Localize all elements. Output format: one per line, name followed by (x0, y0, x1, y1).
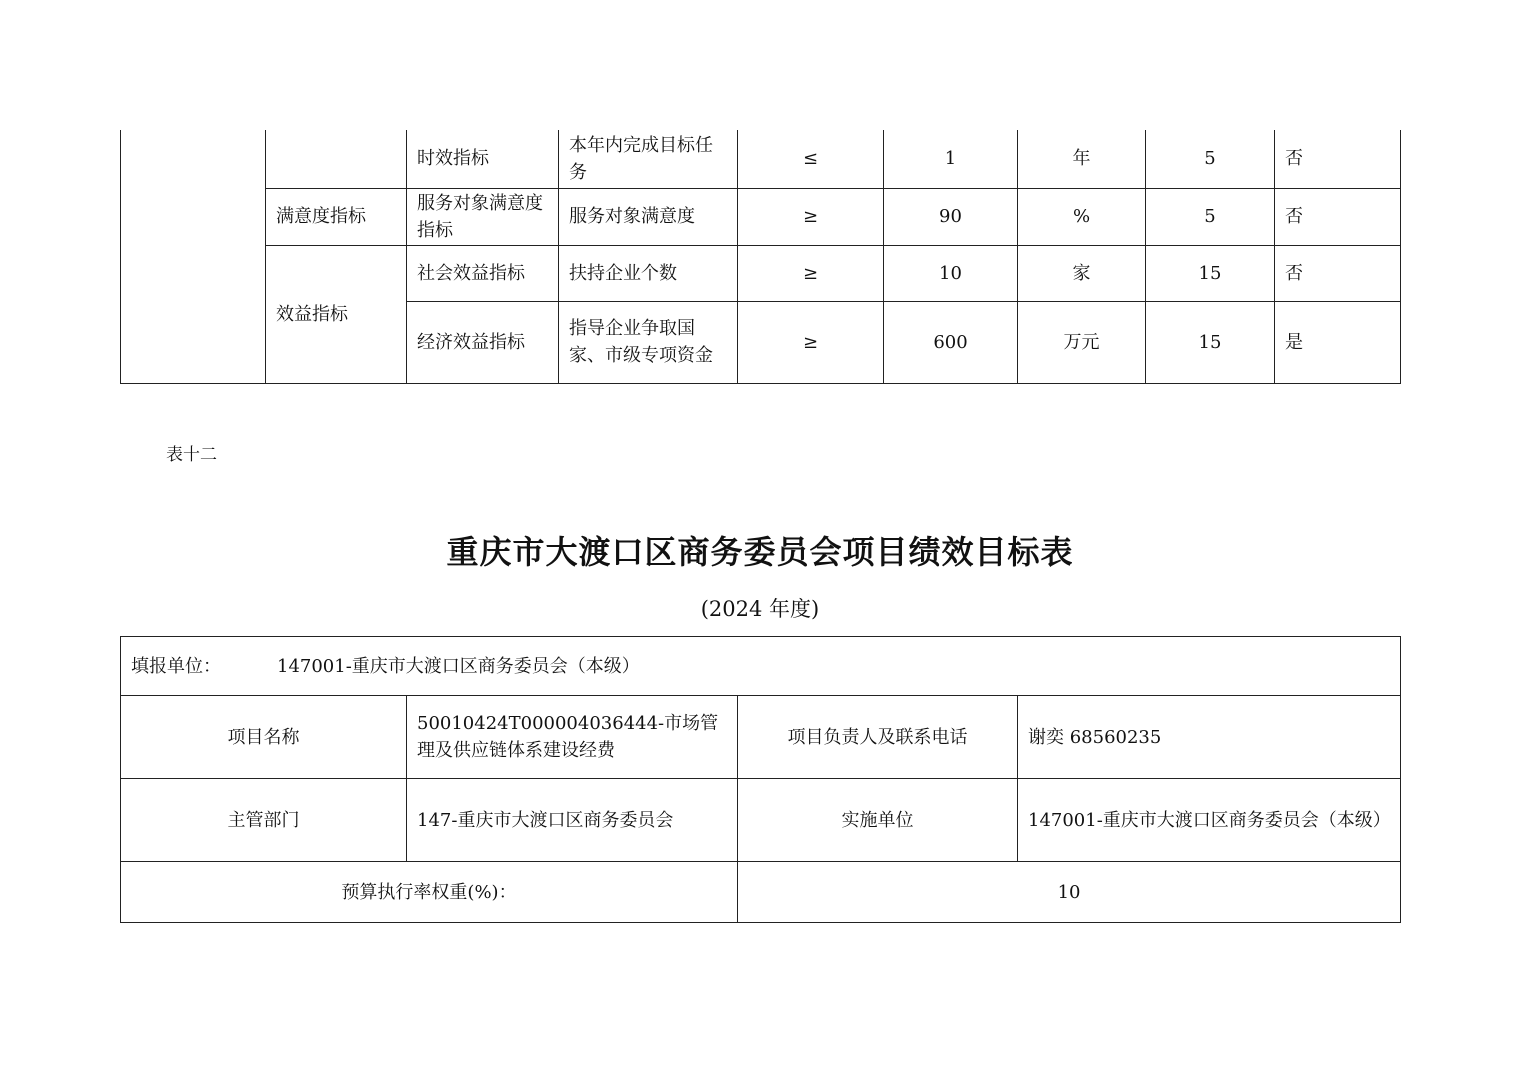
project-name-label: 项目名称 (121, 696, 407, 779)
year-subtitle: (2024 年度) (700, 597, 820, 621)
value-cell: 1 (884, 130, 1018, 188)
table-row (121, 862, 1401, 923)
weight-cell: 5 (1146, 130, 1275, 188)
filler-unit-value: 147001-重庆市大渡口区商务委员会（本级） (277, 655, 640, 677)
level3-cell: 扶持企业个数 (559, 245, 738, 301)
budget-weight-label: 预算执行率权重(%)： (121, 862, 738, 923)
operator-cell: ≥ (738, 301, 884, 383)
weight-cell: 5 (1146, 188, 1275, 245)
table-row (121, 637, 1401, 696)
unit-cell: 年 (1018, 130, 1146, 188)
level3-cell: 本年内完成目标任务 (559, 130, 738, 188)
level1-cell (266, 130, 407, 188)
dept-value: 147-重庆市大渡口区商务委员会 (407, 779, 738, 862)
value-cell: 600 (884, 301, 1018, 383)
level2-cell: 服务对象满意度指标 (407, 188, 559, 245)
core-cell: 否 (1275, 245, 1401, 301)
page-title: 重庆市大渡口区商务委员会项目绩效目标表 (446, 533, 1074, 571)
level0-cell (121, 130, 266, 383)
unit-cell: 家 (1018, 245, 1146, 301)
table-row (121, 245, 1401, 301)
weight-cell: 15 (1146, 245, 1275, 301)
value-cell: 90 (884, 188, 1018, 245)
core-cell: 是 (1275, 301, 1401, 383)
table-row (121, 130, 1401, 188)
weight-cell: 15 (1146, 301, 1275, 383)
contact-label: 项目负责人及联系电话 (738, 696, 1018, 779)
operator-cell: ≥ (738, 188, 884, 245)
value-cell: 10 (884, 245, 1018, 301)
table-row (121, 779, 1401, 862)
table-row (121, 188, 1401, 245)
contact-value: 谢奕 68560235 (1018, 696, 1401, 779)
filler-unit-cell (121, 637, 1401, 696)
operator-cell: ≥ (738, 245, 884, 301)
table-number-label: 表十二 (166, 445, 217, 465)
dept-label: 主管部门 (121, 779, 407, 862)
level2-cell: 经济效益指标 (407, 301, 559, 383)
core-cell: 否 (1275, 130, 1401, 188)
core-cell: 否 (1275, 188, 1401, 245)
level2-cell: 社会效益指标 (407, 245, 559, 301)
level2-cell: 时效指标 (407, 130, 559, 188)
budget-weight-value: 10 (738, 862, 1401, 923)
project-info-table (120, 636, 1401, 923)
indicator-table (120, 130, 1401, 384)
operator-cell: ≤ (738, 130, 884, 188)
level3-cell: 指导企业争取国家、市级专项资金 (559, 301, 738, 383)
impl-unit-value: 147001-重庆市大渡口区商务委员会（本级） (1018, 779, 1401, 862)
table-row (121, 696, 1401, 779)
unit-cell: % (1018, 188, 1146, 245)
project-name-value: 50010424T000004036444-市场管理及供应链体系建设经费 (407, 696, 738, 779)
level1-cell: 满意度指标 (266, 188, 407, 245)
unit-cell: 万元 (1018, 301, 1146, 383)
level3-cell: 服务对象满意度 (559, 188, 738, 245)
level1-cell: 效益指标 (266, 245, 407, 383)
impl-unit-label: 实施单位 (738, 779, 1018, 862)
filler-unit-label: 填报单位： (131, 655, 221, 677)
